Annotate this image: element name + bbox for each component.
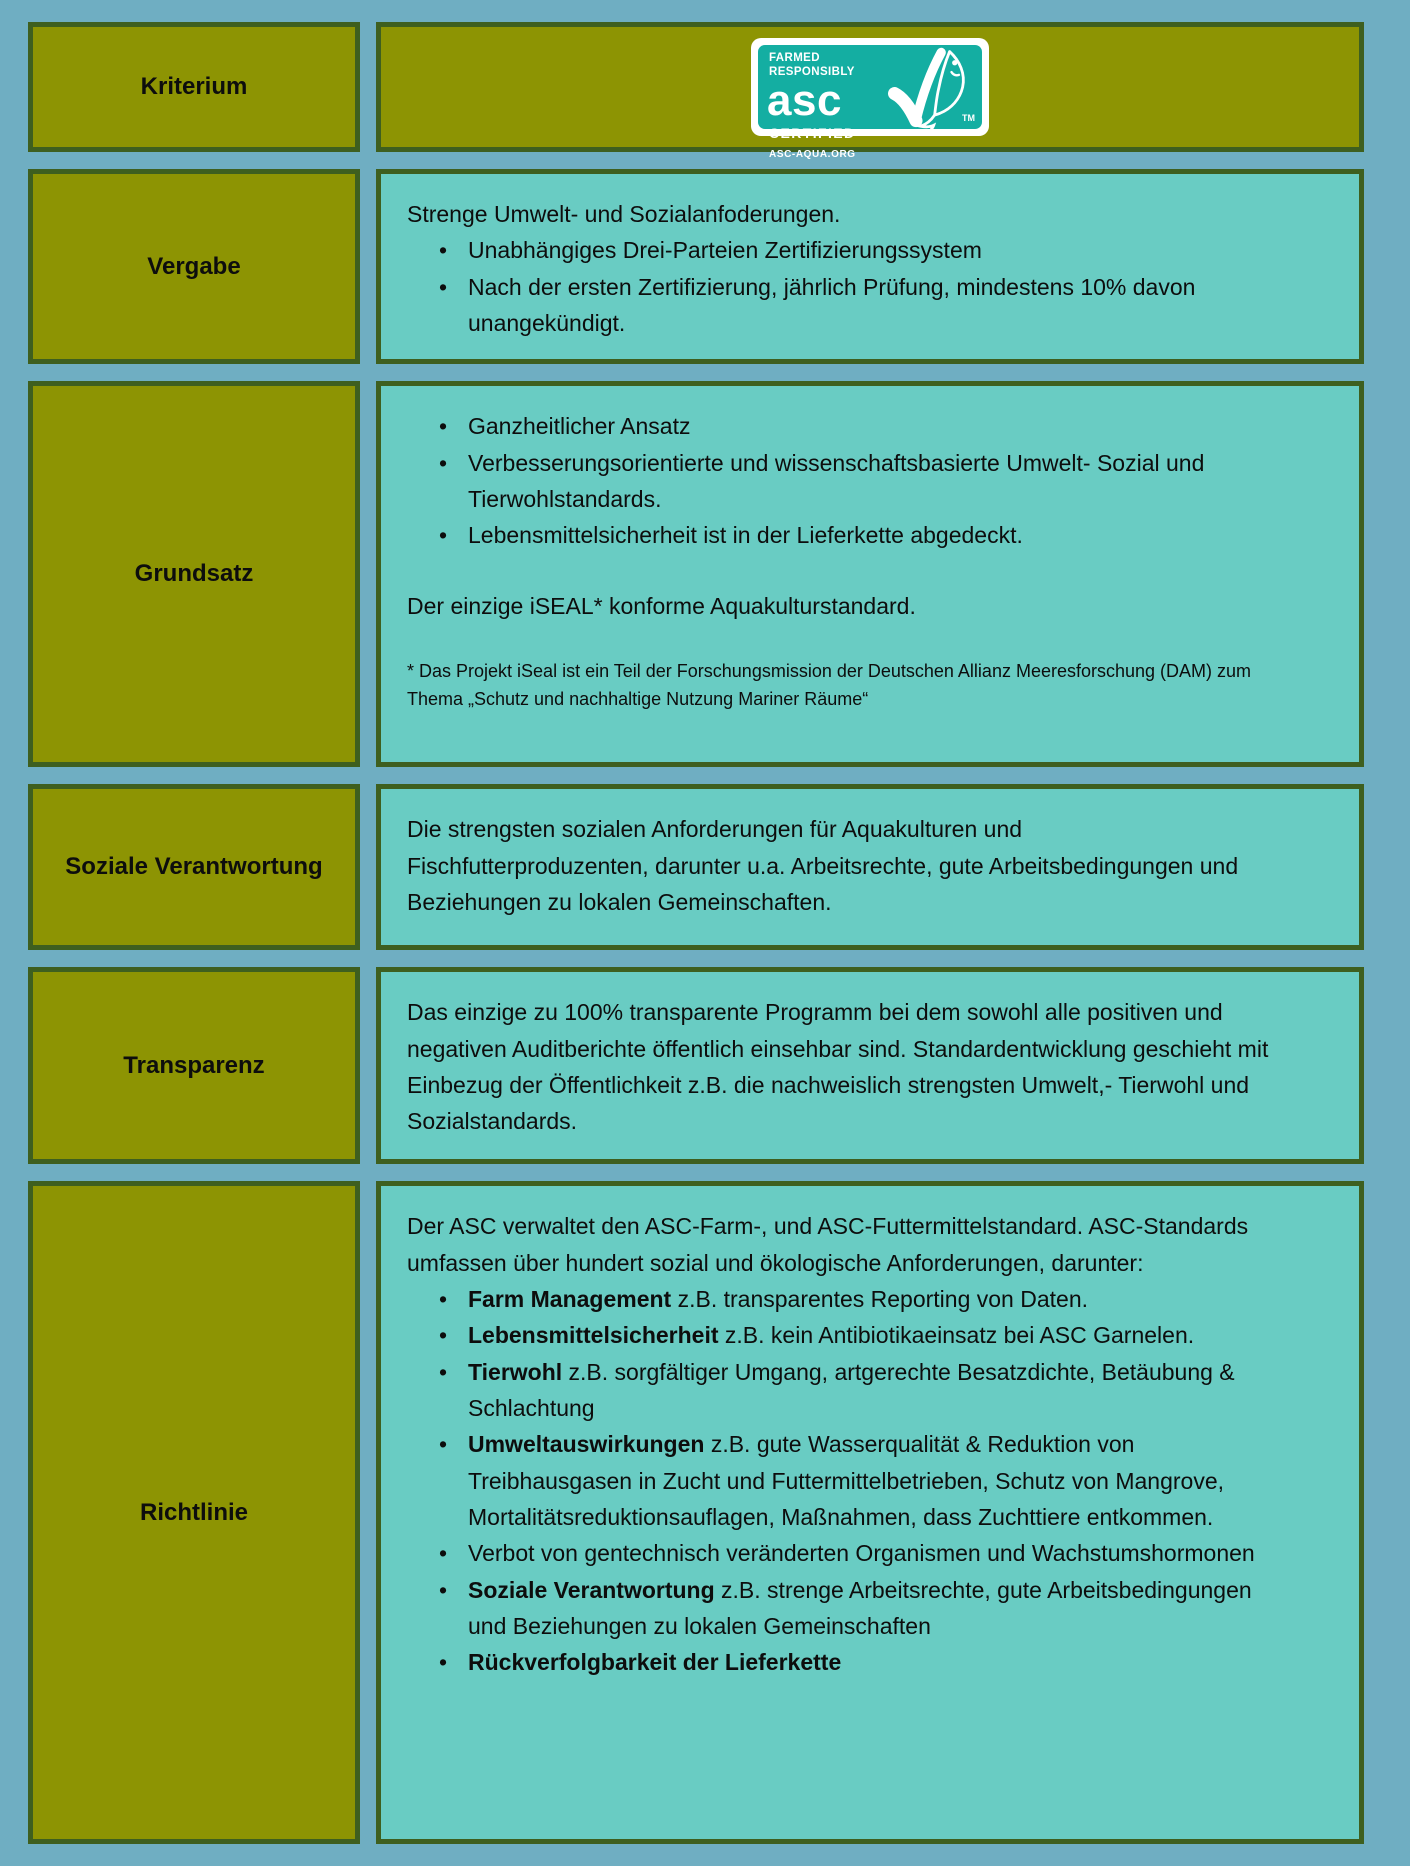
spacer — [407, 554, 1269, 588]
row-content-vergabe — [376, 169, 1364, 364]
bullet-text-bold-segment: Lebensmittelsicherheit — [468, 1322, 719, 1349]
bullet-list — [407, 232, 1269, 341]
bullet-text-segment: z.B. strenge Arbeitsrechte, gute Arbeitsbedingungen und Beziehungen zu lokalen Gemeinschaften — [468, 1576, 1252, 1639]
bullet-text-segment: Verbot von gentechnisch veränderten Organismen und Wachstumshormonen — [468, 1540, 1255, 1567]
bullet-text — [468, 408, 1269, 444]
bullet-text-segment: Lebensmittelsicherheit ist in der Lieferkette abgedeckt. — [468, 522, 1023, 549]
bullet-text-segment: Ganzheitlicher Ansatz — [468, 413, 691, 440]
bullet-marker: • — [439, 1649, 448, 1676]
bullet-text-segment: z.B. sorgfältiger Umgang, artgerechte Besatzdichte, Betäubung & Schlachtung — [468, 1358, 1235, 1421]
bullet-marker: • — [439, 1358, 448, 1385]
bullet-marker: • — [439, 522, 448, 549]
row-label-grundsatz — [28, 381, 360, 767]
bullet-item — [407, 1426, 1269, 1535]
row-label-text: Kriterium — [140, 73, 248, 100]
bullet-text — [468, 269, 1269, 342]
bullet-text — [468, 1572, 1269, 1645]
bullet-text — [468, 445, 1269, 518]
footnote-text: * Das Projekt iSeal ist ein Teil der Forschungsmission der Deutschen Allianz Meeresforschung (DAM) zum Thema „Schutz und nachhaltige Nutzung Mariner Räume“ — [407, 660, 1252, 709]
row-content-kriterium — [376, 22, 1364, 161]
asc-logo-tm: TM — [962, 112, 975, 123]
bullet-list — [407, 408, 1269, 553]
row-label-vergabe — [28, 169, 360, 364]
bullet-marker: • — [439, 413, 448, 440]
spacer — [407, 624, 1269, 658]
bullet-marker: • — [439, 273, 448, 300]
bullet-text-bold-segment: Soziale Verantwortung — [468, 1576, 715, 1603]
bullet-item — [407, 232, 1269, 268]
bullet-marker: • — [439, 237, 448, 264]
asc-logo-panel — [758, 45, 982, 161]
row-label-soziale-verantwortung — [28, 784, 360, 950]
asc-logo-brand: asc — [767, 76, 842, 126]
row-label-text: Grundsatz — [134, 560, 254, 588]
row-content-soziale-verantwortung — [376, 784, 1364, 950]
bullet-item — [407, 1317, 1269, 1353]
bullet-text-bold-segment: Farm Management — [468, 1285, 672, 1312]
bullet-text — [468, 517, 1269, 553]
row-label-text: Transparenz — [123, 1051, 265, 1079]
paragraph: Die strengsten sozialen Anforderungen für Aquakulturen und Fischfutterproduzenten, darunter u.a. Arbeitsrechte, gute Arbeitsbedingungen und Beziehungen zu lokalen Gemeinschaften. — [407, 816, 1239, 915]
bullet-item — [407, 1535, 1269, 1571]
asc-logo-responsibly-label: RESPONSIBLY — [769, 65, 855, 78]
bullet-text-segment: z.B. kein Antibiotikaeinsatz bei ASC Garnelen. — [718, 1322, 1195, 1349]
bullet-text — [468, 1644, 1269, 1680]
bullet-marker: • — [439, 449, 448, 476]
bullet-text — [468, 232, 1269, 268]
bullet-marker: • — [439, 1540, 448, 1567]
asc-logo-site-label: ASC-AQUA.ORG — [769, 149, 856, 161]
paragraph: Der ASC verwaltet den ASC-Farm-, und ASC-Futtermittelstandard. ASC-Standards umfassen über hundert sozial und ökologische Anforderungen, darunter: — [407, 1213, 1249, 1276]
bullet-item — [407, 1354, 1269, 1427]
bullet-text-bold-segment: Tierwohl — [468, 1358, 563, 1385]
bullet-item — [407, 269, 1269, 342]
bullet-text-bold-segment: Rückverfolgbarkeit der Lieferkette — [468, 1649, 842, 1676]
row-content-transparenz — [376, 967, 1364, 1164]
paragraph: Strenge Umwelt- und Sozialanfoderungen. — [407, 201, 841, 227]
bullet-item — [407, 1572, 1269, 1645]
bullet-item — [407, 1644, 1269, 1680]
paragraph: Das einzige zu 100% transparente Programm bei dem sowohl alle positiven und negativen Auditberichte öffentlich einsehbar sind. Standardentwicklung geschieht mit Einbezug der Öffentlichkeit z.B. die nachweislich strengsten Umwelt,- Tierwohl und Sozialstandards. — [407, 999, 1269, 1135]
asc-logo-text-block — [769, 52, 856, 163]
paragraph: Der einzige iSEAL* konforme Aquakulturstandard. — [407, 592, 916, 619]
asc-logo-farmed-label: FARMED — [769, 52, 820, 64]
bullet-text-segment: Nach der ersten Zertifizierung, jährlich Prüfung, mindestens 10% davon unangekündigt. — [468, 273, 1196, 336]
bullet-text — [468, 1426, 1269, 1535]
bullet-marker: • — [439, 1322, 448, 1349]
row-content-richtlinie — [376, 1181, 1364, 1844]
bullet-text-segment: z.B. transparentes Reporting von Daten. — [671, 1285, 1089, 1312]
row-label-richtlinie — [28, 1181, 360, 1844]
bullet-text — [468, 1354, 1269, 1427]
row-label-text: Richtlinie — [139, 1498, 248, 1526]
bullet-item — [407, 517, 1269, 553]
bullet-text — [468, 1535, 1269, 1571]
bullet-text-segment: Verbesserungsorientierte und wissenschaftsbasierte Umwelt- Sozial und Tierwohlstandards. — [468, 449, 1205, 512]
row-content-grundsatz — [376, 381, 1364, 767]
bullet-text — [468, 1317, 1269, 1353]
bullet-marker: • — [439, 1285, 448, 1312]
bullet-item — [407, 445, 1269, 518]
row-label-kriterium — [28, 22, 360, 152]
bullet-text-segment: Unabhängiges Drei-Parteien Zertifizierungssystem — [468, 237, 982, 264]
row-label-text: Soziale Verantwortung — [65, 853, 323, 881]
bullet-marker: • — [439, 1576, 448, 1603]
bullet-text-bold-segment: Umweltauswirkungen — [468, 1431, 705, 1458]
asc-logo-certified-label: CERTIFIED — [769, 125, 856, 142]
asc-certified-logo — [751, 38, 989, 161]
bullet-text-segment: z.B. gute Wasserqualität & Reduktion von Treibhausgasen in Zucht und Futtermittelbetrieben, Schutz von Mangrove, Mortalitätsreduktionsauflagen, Maßnahmen, dass Zuchttiere entkommen. — [468, 1431, 1225, 1530]
bullet-marker: • — [439, 1431, 448, 1458]
bullet-item — [407, 408, 1269, 444]
bullet-list — [407, 1281, 1269, 1681]
row-label-transparenz — [28, 967, 360, 1164]
bullet-text — [468, 1281, 1269, 1317]
row-label-text: Vergabe — [147, 252, 241, 280]
bullet-item — [407, 1281, 1269, 1317]
